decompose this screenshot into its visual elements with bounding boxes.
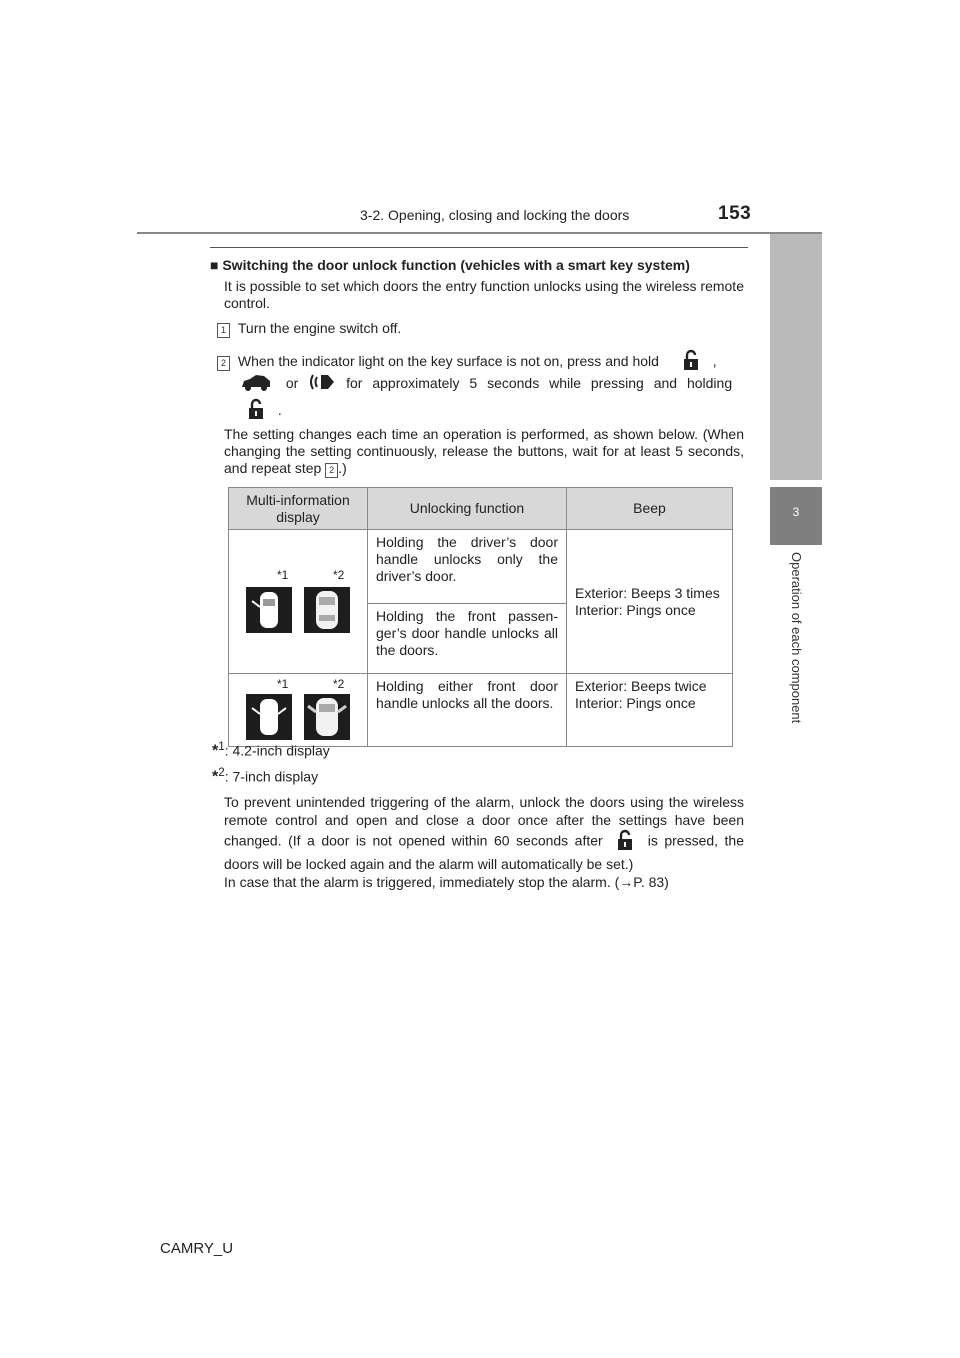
row1-function-a: Holding the driver’s door handle unlocks only the driver’s door. bbox=[368, 530, 567, 604]
warning-text-b: is pressed, the doors will be locked again and the alarm will automatically be set.) bbox=[224, 832, 745, 872]
car-display-image bbox=[304, 587, 350, 633]
step-2-line3 bbox=[248, 398, 768, 424]
car-display-image bbox=[246, 587, 292, 633]
side-tab-label: Operation of each component bbox=[789, 552, 804, 724]
row1-function-b: Holding the front passen-ger’s door handle unlocks all the doors. bbox=[368, 604, 567, 674]
setting-explanation: The setting changes each time an operation is performed, as shown below. (When changing the setting continuously, release the buttons, wait for at least 5 seconds, and repeat step 2 .) bbox=[224, 426, 744, 476]
step-2-text-a: When the indicator light on the key surface is not on, press and hold bbox=[237, 352, 659, 369]
side-tab-top bbox=[770, 234, 822, 480]
car-display-image bbox=[246, 694, 292, 740]
footnote-2: *$^2$: 7-inch display bbox=[212, 766, 319, 786]
display-images-row1 bbox=[229, 530, 368, 674]
step-2-number: 2 bbox=[217, 356, 230, 371]
star-1-label: *1 bbox=[277, 567, 289, 582]
step-1-text: Turn the engine switch off. bbox=[237, 320, 402, 336]
alarm-warning bbox=[224, 793, 744, 891]
header-rule bbox=[137, 232, 822, 234]
section-intro: It is possible to set which doors the entry function unlocks using the wireless remote control. bbox=[224, 278, 744, 311]
section-title: ■ Switching the door unlock function (vehicles with a smart key system) bbox=[210, 257, 690, 273]
step-1 bbox=[217, 320, 737, 338]
row2-function: Holding either front door handle unlocks all the doors. bbox=[368, 674, 567, 747]
lock-icon bbox=[248, 398, 264, 424]
step-2-text-b: , bbox=[712, 352, 717, 369]
lock-icon bbox=[617, 829, 633, 855]
unlock-settings-table bbox=[228, 487, 733, 747]
footer-model: CAMRY_U bbox=[160, 1240, 234, 1257]
star-2-label: *2 bbox=[333, 677, 345, 691]
star-2-label: *2 bbox=[333, 567, 345, 582]
warning-text-a: To prevent unintended triggering of the alarm, unlock the doors using the wireless remote control and open and close a door once after the settings have been changed. (If a door is not opened within 60 seconds after bbox=[224, 794, 744, 849]
header-unlocking-function: Unlocking function bbox=[368, 488, 567, 530]
step-2-text-d: for approximately 5 seconds while pressing and holding bbox=[346, 374, 733, 391]
side-tab-number: 3 bbox=[792, 505, 800, 519]
step-1-number: 1 bbox=[217, 323, 230, 338]
trunk-icon bbox=[240, 373, 272, 395]
row1-beep: Exterior: Beeps 3 times Interior: Pings once bbox=[567, 530, 733, 674]
step-ref-2: 2 bbox=[325, 463, 338, 478]
section-rule bbox=[210, 247, 748, 248]
star-1-label: *1 bbox=[277, 677, 289, 691]
car-display-image bbox=[304, 694, 350, 740]
panic-icon bbox=[308, 372, 336, 396]
display-images-row2 bbox=[229, 674, 368, 747]
step-2-line2 bbox=[240, 372, 745, 396]
step-2-text-c: or bbox=[285, 374, 299, 391]
row2-beep: Exterior: Beeps twice Interior: Pings once bbox=[567, 674, 733, 747]
footnote-1: *$^1$: 4.2-inch display bbox=[212, 740, 330, 760]
header-section-title: 3-2. Opening, closing and locking the doors bbox=[360, 207, 630, 223]
page-number: 153 bbox=[718, 203, 752, 224]
header-multi-info: Multi-information display bbox=[229, 488, 368, 530]
step-2-text-e: . bbox=[277, 401, 282, 418]
warning-text-c: In case that the alarm is triggered, immediately stop the alarm. (→P. 83) bbox=[224, 874, 669, 890]
header-beep: Beep bbox=[567, 488, 733, 530]
